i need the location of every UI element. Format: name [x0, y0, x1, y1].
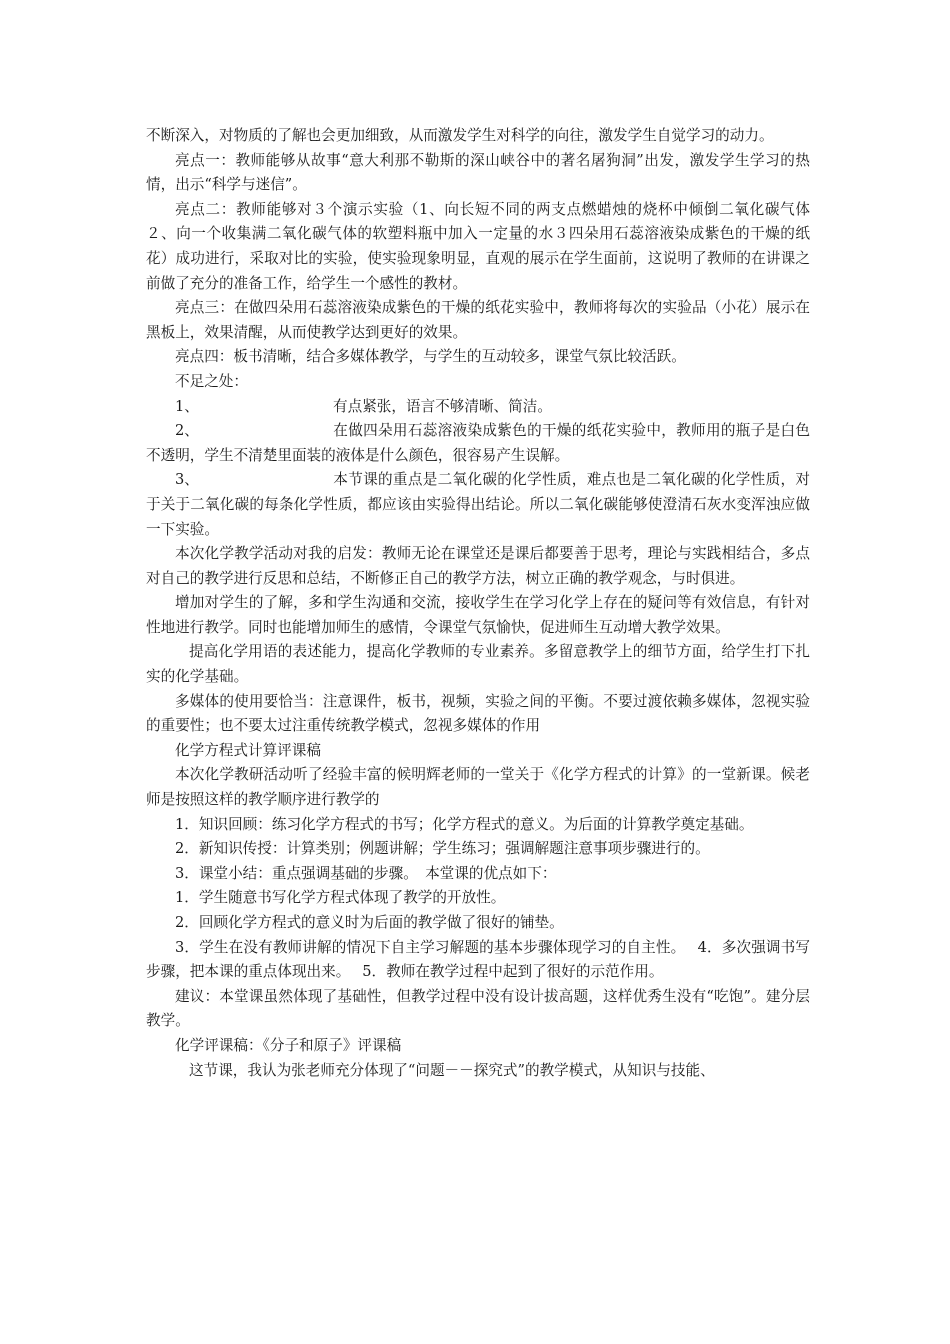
- paragraph: 本次化学教学活动对我的启发：教师无论在课堂还是课后都要善于思考，理论与实践相结合，多点对自己的教学进行反思和总结，不断修正自己的教学方法，树立正确的教学观念，与时俱进。: [146, 545, 810, 587]
- paragraph: 不断深入，对物质的了解也会更加细致，从而激发学生对科学的向往，激发学生自觉学习的动力。: [146, 127, 774, 144]
- list-number: 3、: [175, 471, 199, 489]
- section-title: 化学评课稿：《分子和原子》评课稿: [175, 1036, 402, 1054]
- shortcoming-item-1: [146, 395, 810, 420]
- shortcoming-item-2: [146, 419, 810, 468]
- list-number: 1、: [175, 397, 199, 415]
- list-number: 2、: [175, 422, 199, 440]
- paragraph: 多媒体的使用要恰当：注意课件，板书，视频，实验之间的平衡。不要过渡依赖多媒体，忽视实验的重要性；也不要太过注重传统教学模式，忽视多媒体的作用: [146, 692, 810, 735]
- paragraph-highlight-4: 亮点四：板书清晰，结合多媒体教学，与学生的互动较多，课堂气氛比较活跃。: [175, 348, 686, 366]
- paragraph: 2．回顾化学方程式的意义时为后面的教学做了很好的铺垫。: [175, 914, 564, 931]
- paragraph-highlight-2: 亮点二：教师能够对３个演示实验（1、向长短不同的两支点燃蜡烛的烧杯中倾倒二氧化碳气体２、向一个收集满二氧化碳气体的软塑料瓶中加入一定量的水３四朵用石蕊溶液染成紫色的干燥的纸花）成功进行，采取对比的实验，使实验现象明显，直观的展示在学生面前，这说明了教师的在讲课之前做了充分的准备工作，给学生一个感性的教材。: [146, 200, 810, 292]
- list-text: 本节课的重点是二氧化碳的化学性质，难点也是二氧化碳的化学性质，对于关于二氧化碳的每条化学性质，都应该由实验得出结论。所以二氧化碳能够使澄清石灰水变浑浊应做一下实验。: [146, 471, 810, 538]
- paragraph: 3．学生在没有教师讲解的情况下自主学习解题的基本步骤体现学习的自主性。 4．多次强调书写步骤，把本课的重点体现出来。 5．教师在教学过程中起到了很好的示范作用。: [146, 938, 810, 981]
- document-body: [146, 124, 810, 1083]
- paragraph: 2．新知识传授：计算类别；例题讲解；学生练习；强调解题注意事项步骤进行的。: [175, 840, 710, 858]
- paragraph: 建议：本堂课虽然体现了基础性，但教学过程中没有设计拔高题，这样优秀生没有“吃饱”。建分层教学。: [146, 987, 810, 1030]
- paragraph-highlight-3: 亮点三：在做四朵用石蕊溶液染成紫色的干燥的纸花实验中，教师将每次的实验品（小花）展示在黑板上，效果清醒，从而使教学达到更好的效果。: [146, 299, 810, 341]
- paragraph: 本次化学教研活动听了经验丰富的候明辉老师的一堂关于《化学方程式的计算》的一堂新课。候老师是按照这样的教学顺序进行教学的: [146, 766, 810, 809]
- paragraph: 增加对学生的了解，多和学生沟通和交流，接收学生在学习化学上存在的疑问等有效信息，有针对性地进行教学。同时也能增加师生的感情，令课堂气氛愉快，促进师生互动增大教学效果。: [146, 594, 810, 636]
- list-text: 有点紧张，语言不够清晰、简洁。: [333, 397, 552, 415]
- paragraph-highlight-1: 亮点一：教师能够从故事“意大利那不勒斯的深山峡谷中的著名屠狗洞”出发，激发学生学习的热情，出示“科学与迷信”。: [146, 151, 810, 194]
- shortcoming-item-3: [146, 468, 810, 542]
- list-text: 在做四朵用石蕊溶液染成紫色的干燥的纸花实验中，教师用的瓶子是白色不透明，学生不清楚里面装的液体是什么颜色，很容易产生误解。: [146, 422, 810, 464]
- paragraph: 3．课堂小结：重点强调基础的步骤。 本堂课的优点如下：: [175, 864, 557, 882]
- paragraph: 1．知识回顾：练习化学方程式的书写；化学方程式的意义。为后面的计算教学奠定基础。: [175, 815, 754, 833]
- paragraph: 1．学生随意书写化学方程式体现了教学的开放性。: [175, 889, 506, 907]
- section-title: 化学方程式计算评课稿: [175, 741, 321, 759]
- shortcomings-heading: 不足之处：: [175, 372, 248, 390]
- paragraph: 提高化学用语的表述能力，提高化学教师的专业素养。多留意教学上的细节方面，给学生打下扎实的化学基础。: [146, 643, 810, 686]
- paragraph: 这节课，我认为张老师充分体现了“问题－－探究式”的教学模式，从知识与技能、: [189, 1061, 715, 1079]
